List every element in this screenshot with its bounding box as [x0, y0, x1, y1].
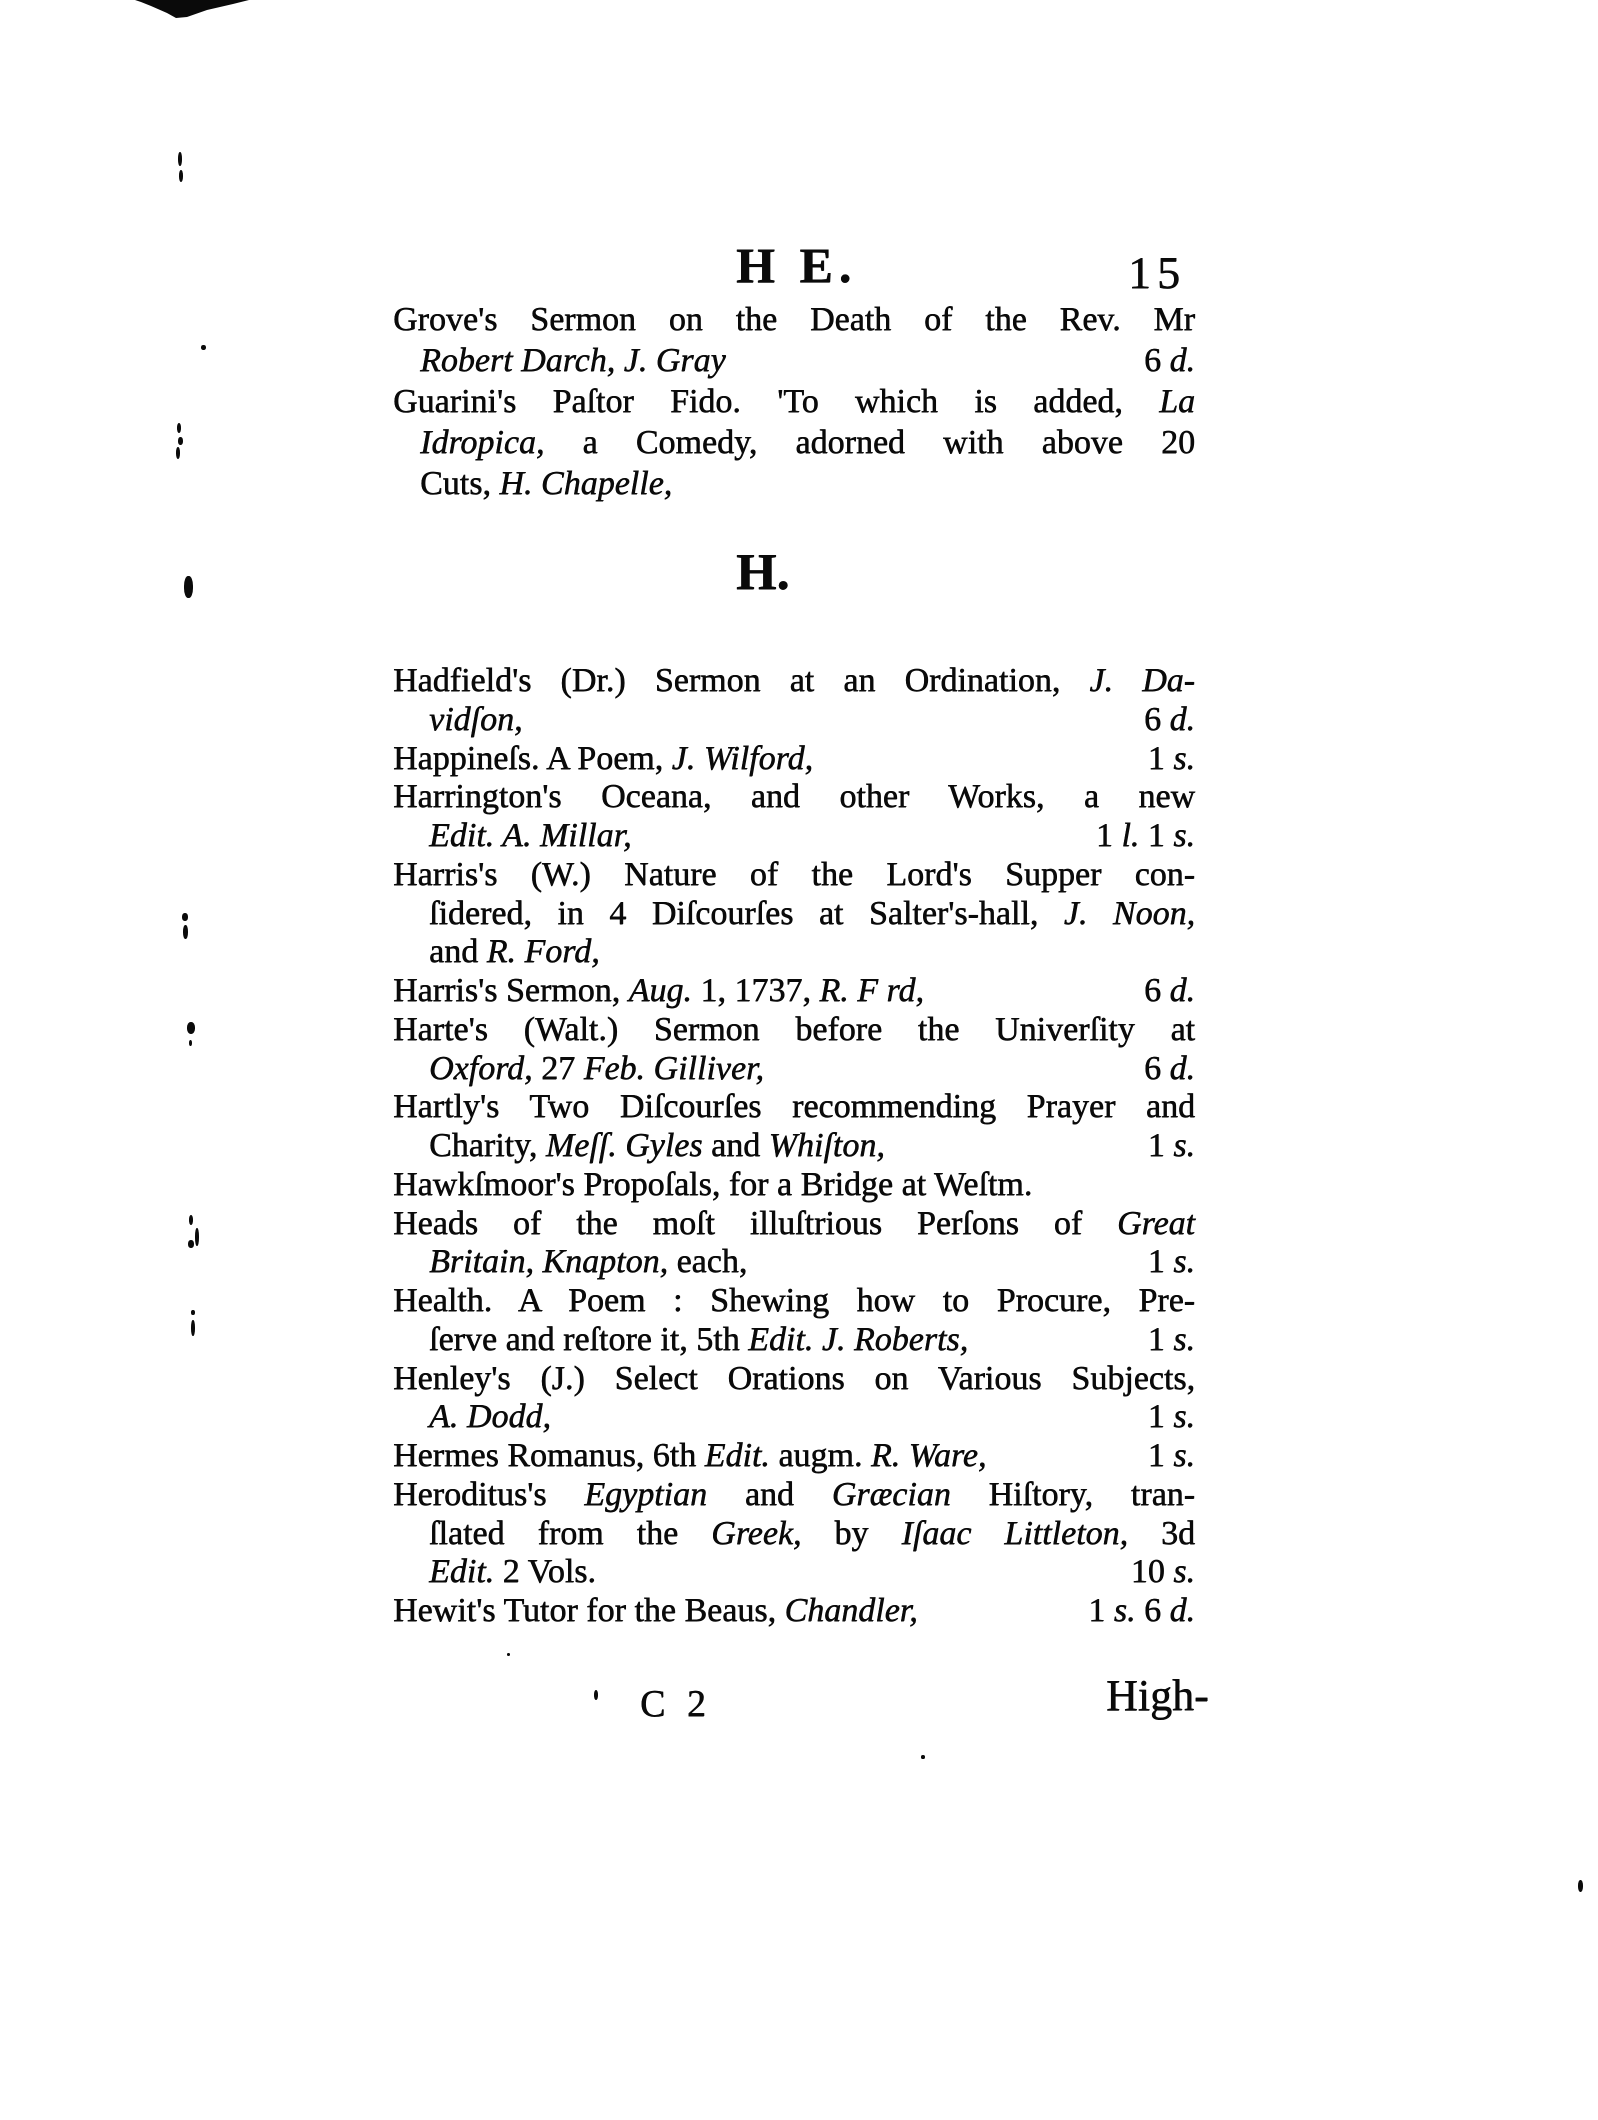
- italic-text: Edit. A. Millar,: [429, 817, 632, 854]
- entry-line: [393, 1243, 1195, 1282]
- italic-text: Græcian: [831, 1475, 951, 1513]
- roman-text: 6: [1144, 342, 1170, 379]
- roman-text: ſlated from the: [429, 1514, 712, 1552]
- roman-text: Heads of the moſt illuſtrious Perſons of: [393, 1204, 1117, 1242]
- entry-line: [393, 1011, 1195, 1050]
- roman-text: Charity,: [429, 1127, 546, 1164]
- entry-text: [393, 778, 1195, 817]
- italic-text: vidſon,: [429, 700, 523, 738]
- entry-line: [393, 1515, 1195, 1554]
- roman-text: 6: [1144, 972, 1170, 1009]
- entry-text: [393, 1282, 1195, 1321]
- entry-text: [393, 381, 1195, 422]
- scan-speck-artifact: [188, 1240, 194, 1248]
- roman-text: Hiſtory, tran-: [950, 1475, 1195, 1513]
- catchword: High-: [1106, 1671, 1209, 1720]
- entry-line: [393, 1398, 1195, 1437]
- roman-text: 1: [1147, 1437, 1174, 1474]
- roman-text: and: [429, 933, 487, 971]
- italic-text: R. Ware,: [870, 1437, 987, 1474]
- italic-text: Egyptian: [584, 1475, 708, 1513]
- italic-text: La: [1159, 383, 1195, 420]
- roman-text: a Comedy, adorned with above 20: [544, 424, 1195, 461]
- price: [1078, 817, 1195, 856]
- roman-text: 1: [1147, 1320, 1174, 1358]
- roman-text: 1: [1095, 817, 1122, 854]
- italic-text: Whiſton,: [768, 1127, 885, 1164]
- running-header: H E.: [736, 237, 858, 293]
- italic-text: Robert Darch, J. Gray: [420, 342, 726, 379]
- roman-text: 3d: [1128, 1514, 1196, 1552]
- scan-speck-artifact: [187, 1022, 195, 1034]
- entry-line: [393, 1050, 1195, 1089]
- roman-text: Happineſs. A Poem,: [393, 739, 672, 777]
- price: [1130, 1398, 1195, 1437]
- scan-speck-artifact: [507, 1653, 510, 1656]
- italic-text: Idropica,: [420, 424, 545, 461]
- entry-line: [393, 895, 1195, 934]
- price: [1070, 1592, 1195, 1631]
- roman-text: Hawkſmoor's Propoſals, for a Bridge at Weſtm.: [393, 1165, 1033, 1203]
- scan-speck-artifact: [201, 345, 206, 350]
- entry-line: [393, 1553, 1195, 1592]
- italic-text: R. Ford,: [486, 933, 600, 971]
- roman-text: Heroditus's: [393, 1475, 585, 1513]
- entry-line: [393, 1476, 1195, 1515]
- roman-text: 6: [1144, 1049, 1170, 1087]
- italic-text: s.: [1173, 1127, 1195, 1164]
- entry-text: [393, 1166, 1032, 1205]
- entry-line: [393, 1321, 1195, 1360]
- entry-text: [393, 1088, 1195, 1127]
- entry-line: [393, 340, 1195, 381]
- roman-text: Hermes Romanus, 6th: [393, 1437, 705, 1474]
- entries-block-g: [393, 299, 1195, 504]
- italic-text: s.: [1173, 739, 1195, 777]
- entry-text: [393, 1437, 986, 1476]
- price: [1130, 1243, 1195, 1282]
- price: [1126, 701, 1195, 740]
- entry-line: [393, 299, 1195, 340]
- page-number: 15: [1128, 247, 1186, 298]
- italic-text: Oxford,: [429, 1049, 533, 1087]
- entry-text: [393, 1011, 1195, 1050]
- roman-text: Harte's (Walt.) Sermon before the Univerſity at: [393, 1010, 1195, 1048]
- roman-text: each,: [667, 1243, 748, 1281]
- entry-text: [429, 1398, 551, 1437]
- entry-text: [393, 972, 924, 1011]
- price: [1130, 1127, 1195, 1166]
- scan-speck-artifact: [191, 1310, 195, 1315]
- roman-text: 6: [1135, 1592, 1170, 1629]
- entries-block-h: [393, 662, 1195, 1631]
- entry-line: [393, 817, 1195, 856]
- scan-speck-artifact: [191, 1320, 195, 1336]
- price: [1113, 1553, 1195, 1592]
- entry-line: [393, 972, 1195, 1011]
- italic-text: J. Noon,: [1063, 894, 1195, 932]
- roman-text: 1, 1737,: [691, 972, 820, 1009]
- italic-text: Meſſ. Gyles: [545, 1127, 703, 1164]
- price: [1126, 1050, 1195, 1089]
- italic-text: Edit.: [704, 1437, 770, 1474]
- italic-text: s.: [1173, 1398, 1195, 1436]
- roman-text: Hewit's Tutor for the Beaus,: [393, 1592, 785, 1629]
- entry-line: [393, 1282, 1195, 1321]
- roman-text: 1: [1147, 1243, 1174, 1281]
- roman-text: Hadfield's (Dr.) Sermon at an Ordination,: [393, 662, 1090, 699]
- scan-speck-artifact: [189, 1215, 193, 1225]
- roman-text: 1: [1139, 817, 1174, 854]
- italic-text: d.: [1169, 972, 1195, 1009]
- roman-text: 10: [1130, 1553, 1174, 1591]
- roman-text: 1: [1147, 1398, 1174, 1436]
- roman-text: Cuts,: [420, 465, 500, 502]
- price: [1130, 1321, 1195, 1360]
- roman-text: by: [801, 1514, 902, 1552]
- italic-text: Great: [1116, 1204, 1195, 1242]
- roman-text: augm.: [769, 1437, 871, 1474]
- entry-text: [420, 463, 672, 504]
- entry-line: [393, 1437, 1195, 1476]
- roman-text: ſidered, in 4 Diſcourſes at Salter's-hall,: [429, 894, 1064, 932]
- roman-text: Hartly's Two Diſcourſes recommending Prayer and: [393, 1088, 1195, 1126]
- italic-text: J. Wilford,: [671, 739, 813, 777]
- italic-text: d.: [1169, 342, 1195, 379]
- scan-speck-artifact: [176, 447, 180, 459]
- italic-text: d.: [1169, 1592, 1195, 1629]
- scan-speck-artifact: [177, 423, 181, 433]
- italic-text: R. F rd,: [819, 972, 924, 1009]
- italic-text: Greek,: [711, 1514, 802, 1552]
- entry-text: [393, 299, 1195, 340]
- roman-text: Guarini's Paſtor Fido. 'To which is added,: [393, 383, 1160, 420]
- entry-text: [393, 1360, 1195, 1399]
- italic-text: d.: [1169, 1049, 1195, 1087]
- roman-text: 6: [1144, 700, 1170, 738]
- roman-text: Health. A Poem : Shewing how to Procure, Pre-: [393, 1282, 1195, 1319]
- italic-text: s.: [1173, 1320, 1195, 1358]
- scan-speck-artifact: [178, 437, 183, 445]
- entry-line: [393, 1360, 1195, 1399]
- entry-text: [393, 1592, 918, 1631]
- entry-text: [429, 1321, 968, 1360]
- italic-text: s.: [1113, 1592, 1136, 1629]
- roman-text: ſerve and reſtore it, 5th: [429, 1320, 749, 1358]
- roman-text: Henley's (J.) Select Orations on Various Subjects,: [393, 1359, 1195, 1397]
- italic-text: s.: [1173, 1243, 1195, 1281]
- price: [1126, 340, 1195, 381]
- roman-text: 1: [1147, 739, 1174, 777]
- entry-line: [393, 1592, 1195, 1631]
- entry-line: [393, 422, 1195, 463]
- scan-speck-artifact: [189, 1040, 192, 1046]
- italic-text: s.: [1173, 817, 1195, 854]
- entry-line: [393, 1205, 1195, 1244]
- scan-speck-artifact: [1578, 1880, 1583, 1892]
- italic-text: Britain, Knapton,: [429, 1243, 668, 1281]
- entry-line: [393, 740, 1195, 779]
- roman-text: and: [707, 1475, 832, 1513]
- italic-text: A. Dodd,: [429, 1398, 551, 1436]
- entry-line: [393, 1088, 1195, 1127]
- scan-speck-artifact: [179, 170, 183, 182]
- roman-text: 27: [532, 1049, 584, 1087]
- italic-text: s.: [1173, 1553, 1195, 1591]
- entry-line: [393, 1127, 1195, 1166]
- entry-text: [393, 662, 1195, 701]
- entry-line: [393, 778, 1195, 817]
- roman-text: Harris's Sermon,: [393, 972, 629, 1009]
- entry-line: [393, 856, 1195, 895]
- roman-text: 2 Vols.: [494, 1553, 596, 1591]
- price: [1130, 740, 1195, 779]
- entry-line: [393, 933, 1195, 972]
- section-heading: H.: [736, 544, 790, 601]
- entry-line: [393, 701, 1195, 740]
- scan-speck-artifact: [594, 1690, 598, 1700]
- price: [1126, 972, 1195, 1011]
- entry-line: [393, 463, 1195, 504]
- entry-text: [429, 1515, 1195, 1554]
- roman-text: Grove's Sermon on the Death of the Rev. Mr: [393, 301, 1195, 338]
- entry-text: [393, 740, 813, 779]
- italic-text: d.: [1169, 700, 1195, 738]
- scan-speck-artifact: [184, 576, 193, 598]
- italic-text: l.: [1121, 817, 1140, 854]
- entry-text: [429, 1243, 747, 1282]
- italic-text: J. Da-: [1089, 662, 1195, 699]
- entry-text: [420, 422, 1195, 463]
- italic-text: s.: [1173, 1437, 1195, 1474]
- italic-text: Aug.: [628, 972, 692, 1009]
- scan-speck-artifact: [178, 152, 182, 166]
- entry-text: [420, 340, 726, 381]
- entry-text: [429, 701, 522, 740]
- italic-text: Chandler,: [784, 1592, 918, 1629]
- entry-line: [393, 662, 1195, 701]
- roman-text: and: [702, 1127, 769, 1164]
- roman-text: 1: [1088, 1592, 1114, 1629]
- entry-text: [393, 1205, 1195, 1244]
- entry-text: [429, 1050, 764, 1089]
- roman-text: 1: [1147, 1127, 1174, 1164]
- entry-text: [429, 933, 600, 972]
- italic-text: Edit.: [429, 1553, 495, 1591]
- italic-text: Feb. Gilliver,: [583, 1049, 764, 1087]
- italic-text: H. Chapelle,: [499, 465, 673, 502]
- price: [1130, 1437, 1195, 1476]
- roman-text: Harrington's Oceana, and other Works, a new: [393, 778, 1195, 816]
- entry-text: [393, 856, 1195, 895]
- italic-text: Edit. J. Roberts,: [748, 1320, 969, 1358]
- entry-text: [429, 1553, 596, 1592]
- entry-text: [393, 1476, 1195, 1515]
- scan-speck-artifact: [195, 1228, 199, 1246]
- entry-line: [393, 1166, 1195, 1205]
- entry-text: [429, 817, 631, 856]
- signature-mark: C 2: [640, 1683, 712, 1725]
- entry-text: [429, 895, 1195, 934]
- roman-text: Harris's (W.) Nature of the Lord's Supper con-: [393, 855, 1195, 893]
- italic-text: Iſaac Littleton,: [901, 1514, 1129, 1552]
- scan-smudge-artifact: [133, 0, 253, 22]
- entry-line: [393, 381, 1195, 422]
- scan-speck-artifact: [921, 1755, 925, 1759]
- scan-speck-artifact: [183, 925, 188, 939]
- entry-text: [429, 1127, 885, 1166]
- scan-speck-artifact: [182, 913, 188, 921]
